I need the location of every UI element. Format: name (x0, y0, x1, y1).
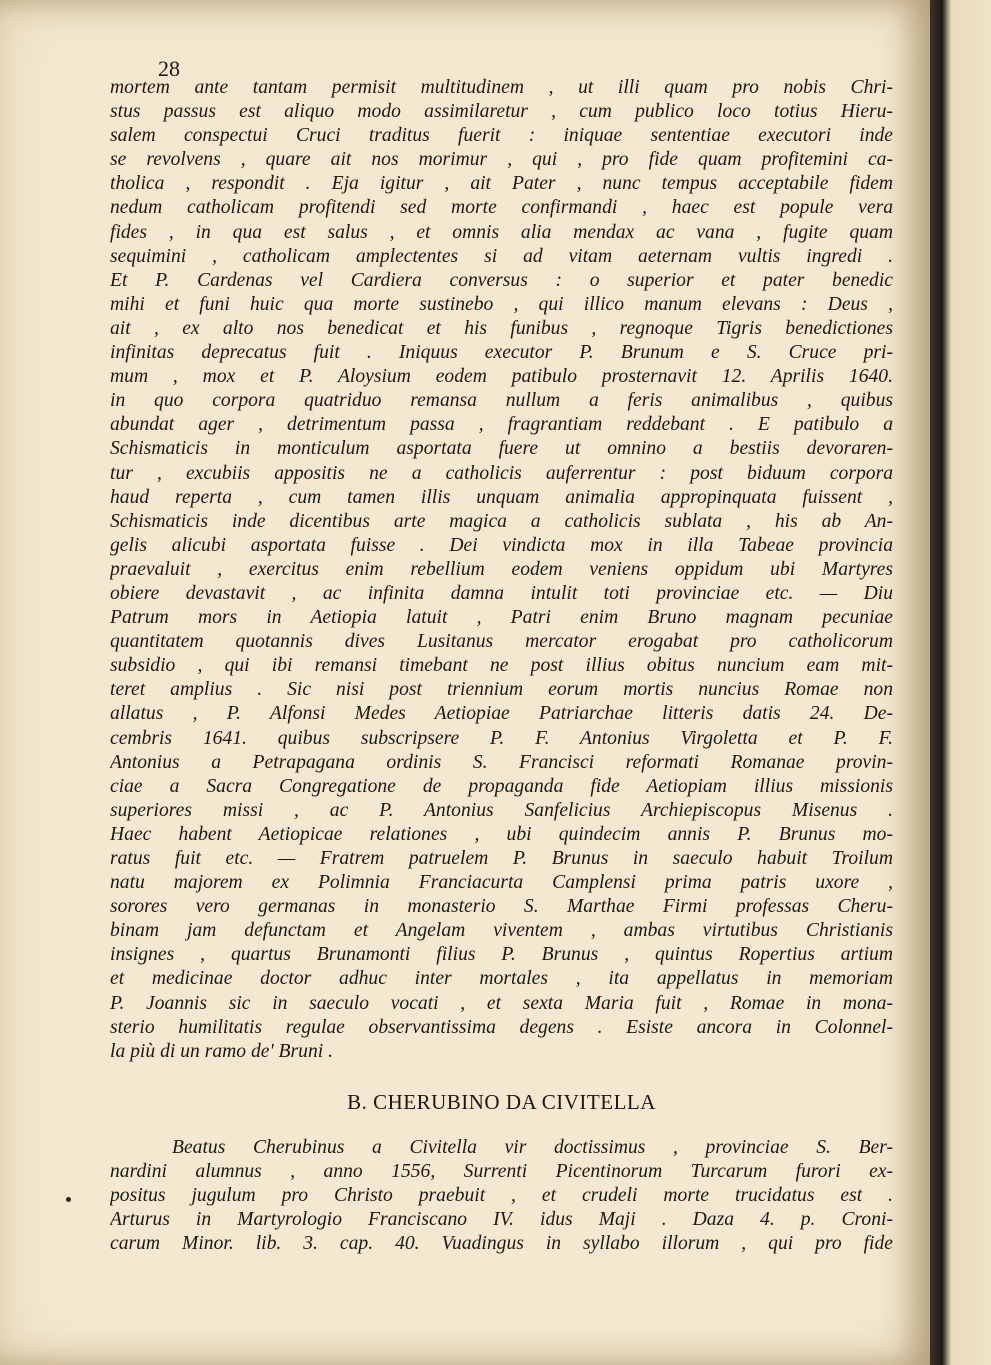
text-line: mihi et funi huic qua morte sustinebo , qui illico manum elevans : Deus , (110, 293, 893, 315)
text-line: positus jugulum pro Christo praebuit , et crudeli morte trucidatus est . (110, 1185, 893, 1207)
text-line: abundat ager , detrimentum passa , fragrantiam reddebant . E patibulo a (110, 414, 893, 436)
text-line: mortem ante tantam permisit multitudinem , ut illi quam pro nobis Chri- (110, 77, 893, 98)
text-line: mum , mox et P. Aloysium eodem patibulo prosternavit 12. Aprilis 1640. (110, 366, 893, 388)
text-line: Antonius a Petrapagana ordinis S. Francisci reformati Romanae provin- (110, 751, 893, 773)
text-line: Haec habent Aetiopicae relationes , ubi quindecim annis P. Brunus mo- (110, 823, 893, 845)
text-line: quantitatem quotannis dives Lusitanus mercator erogabat pro catholicorum (110, 631, 893, 653)
text-line: infinitas deprecatus fuit . Iniquus executor P. Brunum e S. Cruce pri- (110, 342, 893, 364)
text-line: et medicinae doctor adhuc inter mortales , ita appellatus in memoriam (110, 968, 893, 990)
text-line: sequimini , catholicam amplectentes si ad vitam aeternam vultis ingredi . (110, 245, 893, 267)
text-line: la più di un ramo de' Bruni . (110, 1040, 333, 1062)
text-line: gelis alicubi asportata fuisse . Dei vindicta mox in illa Tabeae provincia (110, 534, 893, 556)
text-line: Arturus in Martyrologio Franciscano IV. idus Maji . Daza 4. p. Croni- (110, 1209, 893, 1231)
text-line: insignes , quartus Brunamonti filius P. Brunus , quintus Ropertius artium (110, 944, 893, 966)
text-line: ciae a Sacra Congregatione de propaganda fide Aetiopiam illius missionis (110, 775, 893, 797)
text-line: subsidio , qui ibi remansi timebant ne post illius obitus nuncium eam mit- (110, 655, 893, 677)
text-line: binam jam defunctam et Angelam viventem , ambas virtutibus Christianis (110, 920, 893, 942)
text-line: Et P. Cardenas vel Cardiera conversus : o superior et pater benedic (110, 269, 893, 291)
text-line: sorores vero germanas in monasterio S. Marthae Firmi professas Cheru- (110, 896, 893, 918)
text-line: sterio humilitatis regulae observantissima degens . Esiste ancora in Colonnel- (110, 1016, 893, 1038)
text-line: cembris 1641. quibus subscripsere P. F. Antonius Virgoletta et P. F. (110, 727, 893, 749)
text-line: carum Minor. lib. 3. cap. 40. Vuadingus in syllabo illorum , qui pro fide (110, 1233, 893, 1255)
ink-spot (66, 1197, 71, 1202)
text-line: P. Joannis sic in saeculo vocati , et sexta Maria fuit , Romae in mona- (110, 992, 893, 1014)
text-line: stus passus est aliquo modo assimilaretur , cum publico loco totius Hieru- (110, 101, 893, 123)
text-line: allatus , P. Alfonsi Medes Aetiopiae Patriarchae litteris datis 24. De- (110, 703, 893, 725)
text-line: nardini alumnus , anno 1556, Surrenti Picentinorum Turcarum furori ex- (110, 1161, 893, 1183)
page-number: 28 (158, 56, 180, 81)
paragraph-1 (110, 76, 893, 1064)
text-line: praevaluit , exercitus enim rebellium eodem veniens oppidum ubi Martyres (110, 558, 893, 580)
text-line: Schismaticis in monticulum asportata fuere ut omnino a bestiis devoraren- (110, 438, 893, 460)
text-line: Schismaticis inde dicentibus arte magica a catholicis sublata , his ab An- (110, 510, 893, 532)
text-line: salem conspectui Cruci traditus fuerit : iniquae sententiae executori inde (110, 125, 893, 147)
text-line: nedum catholicam profitendi sed morte confirmandi , haec est popule vera (110, 197, 893, 219)
text-line: fides , in qua est salus , et omnis alia mendax ac vana , fugite quam (110, 221, 893, 243)
text-line: haud reperta , cum tamen illis unquam animalia appropinquata fuissent , (110, 486, 893, 508)
text-line: superiores missi , ac P. Antonius Sanfelicius Archiepiscopus Misenus . (110, 799, 893, 821)
text-line: Beatus Cherubinus a Civitella vir doctissimus , provinciae S. Ber- (172, 1137, 893, 1158)
text-line: ait , ex alto nos benedicat et his funibus , regnoque Tigris benedictiones (110, 317, 893, 339)
text-line: obiere devastavit , ac infinita damna intulit toti provinciae etc. — Diu (110, 582, 893, 604)
text-line: teret amplius . Sic nisi post triennium eorum mortis nuncius Romae non (110, 679, 893, 701)
text-line: Patrum mors in Aetiopia latuit , Patri enim Bruno magnam pecuniae (110, 607, 893, 629)
paragraph-2 (110, 1136, 893, 1256)
text-line: in quo corpora quatriduo remansa nullum a feris animalibus , quibus (110, 390, 893, 412)
text-line: se revolvens , quare ait nos morimur , qui , pro fide quam profitemini ca- (110, 149, 893, 171)
text-line: tur , excubiis appositis ne a catholicis auferrentur : post biduum corpora (110, 462, 893, 484)
section-heading: B. CHERUBINO DA CIVITELLA (347, 1090, 656, 1114)
text-line: natu majorem ex Polimnia Franciacurta Camplensi prima patris uxore , (110, 872, 893, 894)
binding-edge (930, 0, 991, 1365)
text-line: tholica , respondit . Eja igitur , ait Pater , nunc tempus acceptabile fidem (110, 173, 893, 195)
text-line: ratus fuit etc. — Fratrem patruelem P. Brunus in saeculo habuit Troilum (110, 848, 893, 869)
